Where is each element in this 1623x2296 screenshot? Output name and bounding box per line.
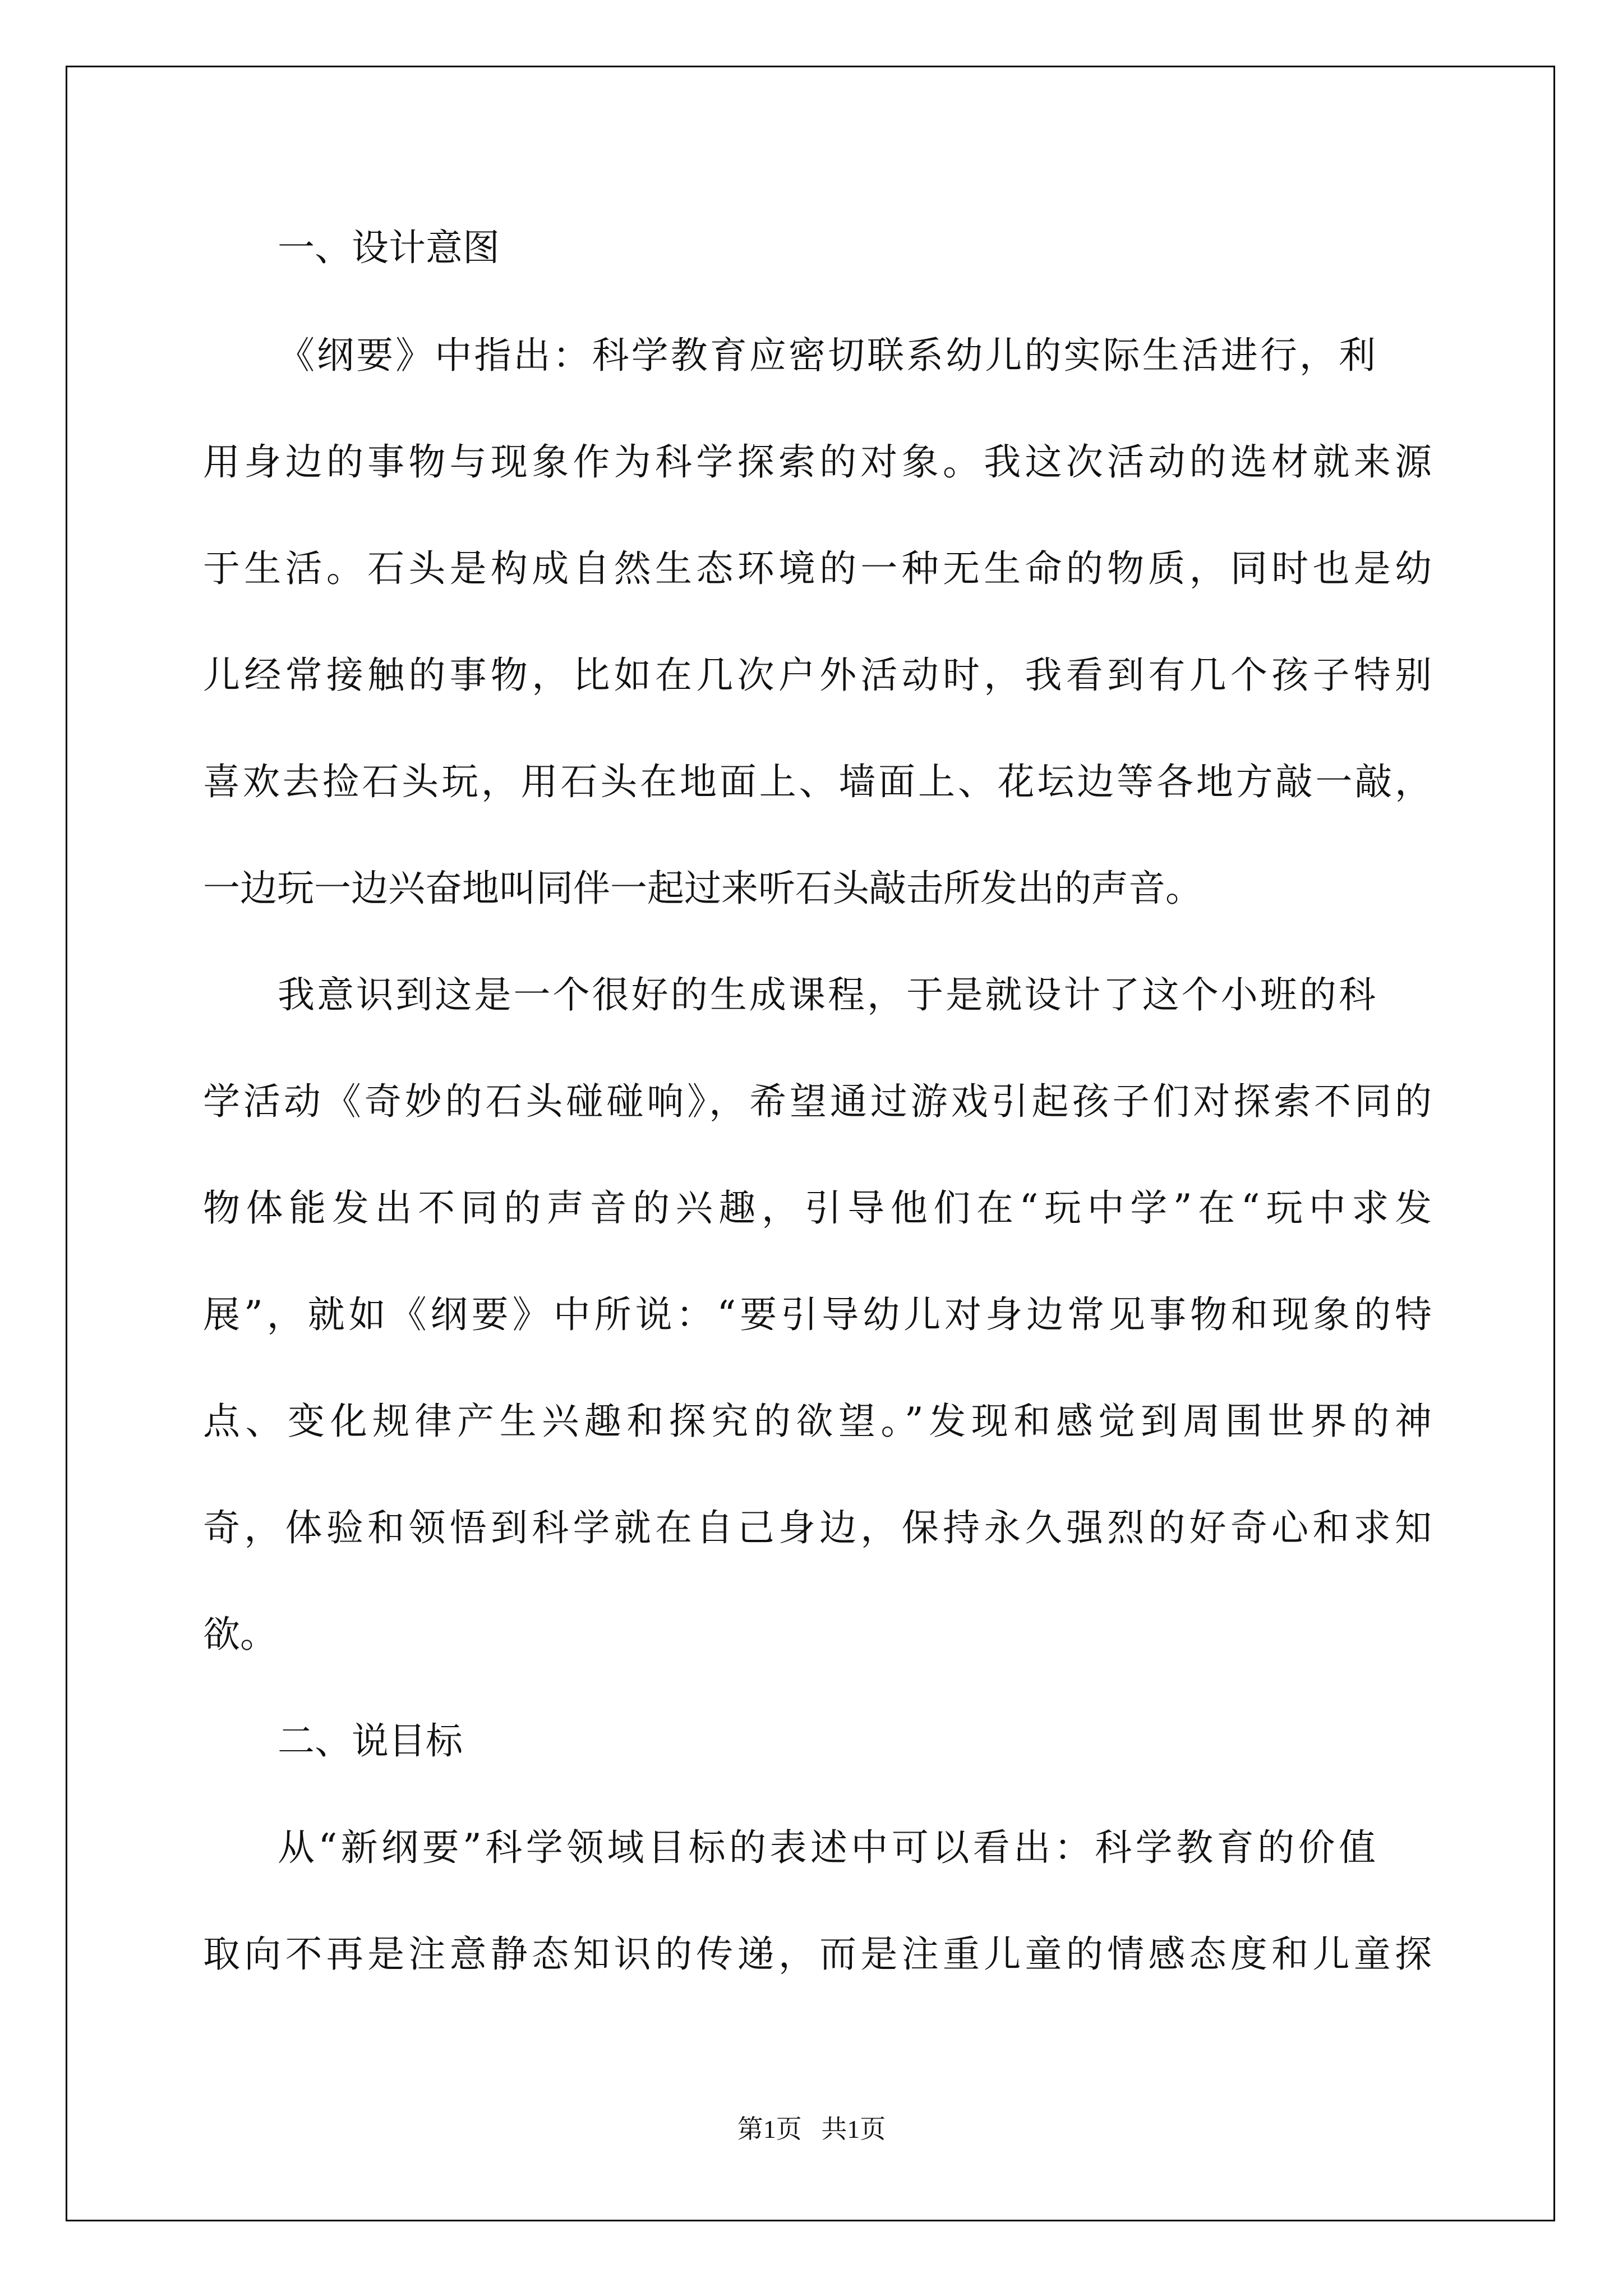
paragraph-line: 取向不再是注意静态知识的传递，而是注重儿童的情感态度和儿童探 xyxy=(203,1932,1432,1976)
paragraph-line: 喜欢去捡石头玩，用石头在地面上、墙面上、花坛边等各地方敲一敲， xyxy=(203,760,1432,803)
paragraph-line: 一边玩一边兴奋地叫同伴一起过来听石头敲击所发出的声音。 xyxy=(203,867,1202,910)
page-border xyxy=(66,66,1555,2221)
paragraph-line: 欲。 xyxy=(203,1613,277,1656)
paragraph-line: 《纲要》中指出：科学教育应密切联系幼儿的实际生活进行，利 xyxy=(278,334,1376,377)
paragraph-line: 学活动《奇妙的石头碰碰响》，希望通过游戏引起孩子们对探索不同的 xyxy=(203,1080,1432,1123)
page-footer: 第1页 共1页 xyxy=(737,2115,886,2143)
paragraph-line: 物体能发出不同的声音的兴趣，引导他们在“玩中学”在“玩中求发 xyxy=(203,1186,1432,1230)
paragraph-line: 奇，体验和领悟到科学就在自己身边，保持永久强烈的好奇心和求知 xyxy=(203,1506,1432,1549)
section-heading: 二、说目标 xyxy=(278,1719,463,1763)
paragraph-line: 展”，就如《纲要》中所说：“要引导幼儿对身边常见事物和现象的特 xyxy=(203,1293,1432,1336)
paragraph-line: 于生活。石头是构成自然生态环境的一种无生命的物质，同时也是幼 xyxy=(203,547,1432,590)
paragraph-line: 从“新纲要”科学领域目标的表述中可以看出：科学教育的价值 xyxy=(278,1826,1376,1869)
paragraph-line: 我意识到这是一个很好的生成课程，于是就设计了这个小班的科 xyxy=(278,973,1376,1016)
paragraph-line: 点、变化规律产生兴趣和探究的欲望。”发现和感觉到周围世界的神 xyxy=(203,1400,1432,1443)
paragraph-line: 用身边的事物与现象作为科学探索的对象。我这次活动的选材就来源 xyxy=(203,440,1432,484)
paragraph-line: 儿经常接触的事物，比如在几次户外活动时，我看到有几个孩子特别 xyxy=(203,654,1432,697)
section-heading: 一、设计意图 xyxy=(278,226,500,269)
